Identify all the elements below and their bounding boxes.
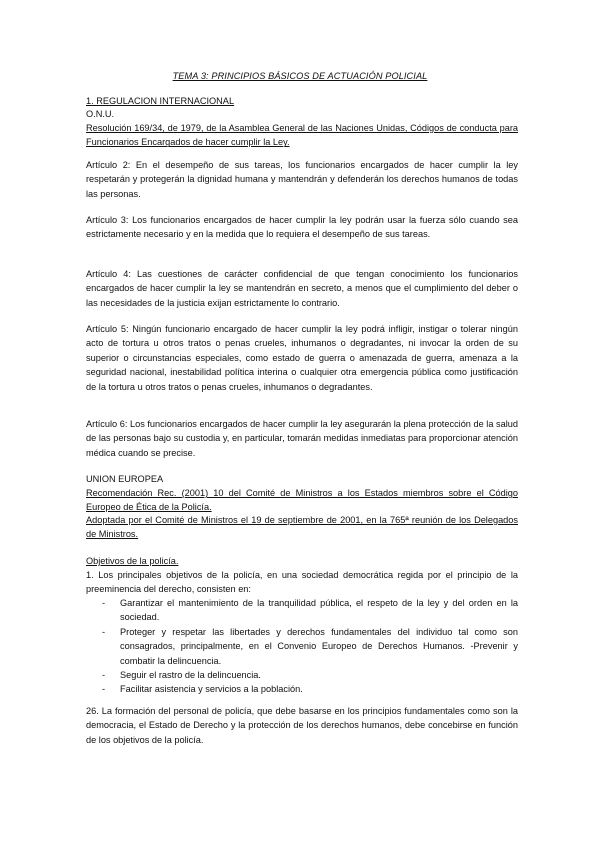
objectives-list (86, 596, 518, 697)
page-title: TEMA 3: PRINCIPIOS BÁSICOS DE ACTUACIÓN POLICIAL (172, 71, 428, 81)
list-item: - Garantizar el mantenimiento de la tranquilidad pública, el respeto de la ley y del orden en la sociedad. (86, 596, 518, 625)
eu-heading: UNION EUROPEA (86, 474, 164, 484)
article-6: Artículo 6: Los funcionarios encargados de hacer cumplir la ley asegurarán la plena protección de la salud de las personas bajo su custodia y, en particular, tomarán medidas inmediatas para proporcionar atención médica cuando se precise. (86, 419, 518, 458)
objectives-intro: 1. Los principales objetivos de la policía, en una sociedad democrática regida por el principio de la preeminencia del derecho, consisten en: (86, 570, 518, 595)
org-onu: O.N.U. (86, 109, 115, 119)
article-4: Artículo 4: Las cuestiones de carácter confidencial de que tengan conocimiento los funcionarios encargados de hacer cumplir la ley se mantendrán en secreto, a menos que el cumplimiento del deber o las necesidades de la justicia exijan estrictamente lo contrario. (86, 269, 518, 308)
section-heading-international: 1. REGULACION INTERNACIONAL (86, 96, 235, 106)
paragraph-26: 26. La formación del personal de policía, que debe basarse en los principios fundamentales como son la democracia, el Estado de Derecho y la protección de los derechos humanos, debe concebirse en función de los objetivos de la policía. (86, 706, 518, 745)
article-2: Artículo 2: En el desempeño de sus tareas, los funcionarios encargados de hacer cumplir la ley respetarán y protegerán la dignidad humana y mantendrán y defenderán los derechos humanos de todas las personas. (86, 160, 518, 199)
eu-recommendation: Recomendación Rec. (2001) 10 del Comité de Ministros a los Estados miembros sobre el Código Europeo de Ética de la Policía. (86, 488, 518, 513)
objectives-heading: Objetivos de la policía. (86, 556, 179, 566)
article-5: Artículo 5: Ningún funcionario encargado de hacer cumplir la ley podrá infligir, instigar o tolerar ningún acto de tortura u otros tratos o penas crueles, inhumanos o degradantes, ni invocar la orden de su superior o circunstancias especiales, como estado de guerra o amenazada de guerra, amenaza a la seguridad nacional, inestabilidad política interina o cualquier otra emergencia pública como justificación de la tortura u otros tratos o penas crueles, inhumanos o degradantes. (86, 324, 518, 392)
article-3: Artículo 3: Los funcionarios encargados de hacer cumplir la ley podrán usar la fuerza sólo cuando sea estrictamente necesario y en la medida que lo requiera el desempeño de sus tareas. (86, 215, 518, 240)
list-item: - Proteger y respetar las libertades y derechos fundamentales del individuo tal como son consagrados, principalmente, en el Convenio Europeo de Derechos Humanos. -Prevenir y combatir la delincuencia. (86, 625, 518, 668)
list-item: - Seguir el rastro de la delincuencia. (86, 668, 518, 682)
onu-resolution: Resolución 169/34, de 1979, de la Asamblea General de las Naciones Unidas, Códigos de conducta para Funcionarios Encargados de hacer cumplir la Ley. (86, 123, 518, 148)
eu-adoption: Adoptada por el Comité de Ministros el 19 de septiembre de 2001, en la 765ª reunión de los Delegados de Ministros. (86, 515, 518, 540)
list-item: - Facilitar asistencia y servicios a la población. (86, 682, 518, 696)
